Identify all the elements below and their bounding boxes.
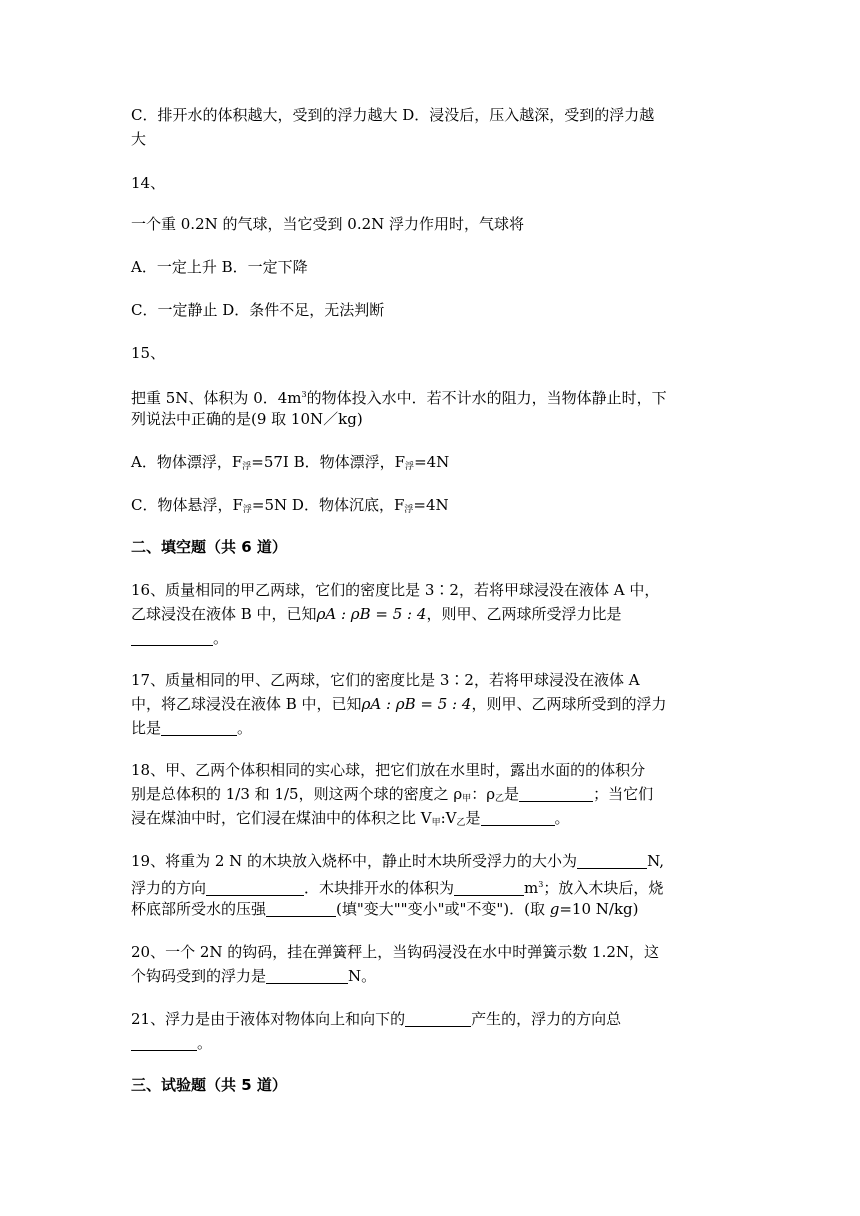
q17-line3: 比是 。 [131,719,253,737]
answer-blank[interactable] [519,785,593,802]
answer-blank[interactable] [266,900,336,917]
q17-line2: 中，将乙球浸没在液体 B 中，已知ρA : ρB = 5 : 4，则甲、乙两球所受到的浮力 [131,695,667,713]
answer-blank[interactable] [131,629,213,646]
q15-number: 15、 [131,344,166,362]
answer-blank[interactable] [454,879,524,896]
q21-line1: 21、浮力是由于液体对物体向上和向下的 产生的，浮力的方向总 [131,1010,622,1028]
answer-blank[interactable] [206,879,304,896]
q20-line2: 个钩码受到的浮力是 N。 [131,967,377,985]
q13-option-cd-continued: 大 [131,130,147,148]
q16-line2: 乙球浸没在液体 B 中，已知ρA : ρB = 5 : 4，则甲、乙两球所受浮力比是 [131,605,622,623]
q18-line1: 18、甲、乙两个体积相同的实心球，把它们放在水里时，露出水面的的体积分 [131,761,646,779]
answer-blank[interactable] [131,1034,197,1051]
q19-line1: 19、将重为 2 N 的木块放入烧杯中，静止时木块所受浮力的大小为 N, [131,852,664,870]
q14-number: 14、 [131,174,166,192]
answer-blank[interactable] [161,719,237,736]
q14-stem: 一个重 0.2N 的气球，当它受到 0.2N 浮力作用时，气球将 [131,215,525,233]
q15-stem-line2: 列说法中正确的是(9 取 10N／kg) [131,410,363,428]
q16-line3: 。 [131,627,730,649]
q15-stem-line1: 把重 5N、体积为 0．$4m^3$的物体投入水中．若不计水的阻力，当物体静止时，下 [131,389,667,407]
q14-options-cd: C．一定静止 D．条件不足，无法判断 [131,301,385,319]
answer-blank[interactable] [266,967,348,984]
q13-option-cd: C．排开水的体积越大，受到的浮力越大 D．浸没后，压入越深，受到的浮力越 [131,106,655,124]
answer-blank[interactable] [577,852,647,869]
density-ratio-formula: ρA : ρB = 5 : 4 [316,605,427,623]
q19-line2: 浮力的方向 ．木块排开水的体积为 $m^3$；放入木块后，烧 [131,879,664,897]
answer-blank[interactable] [405,1010,471,1027]
section-heading-experiment: 三、试验题（共 5 道） [131,1076,287,1094]
q15-options-cd: C．物体悬浮，$F_浮=5N$ D．物体沉底，$F_浮=4N$ [131,496,449,515]
q20-line1: 20、一个 2N 的钩码，挂在弹簧秤上，当钩码浸没在水中时弹簧示数 1.2N，这 [131,943,660,961]
q21-line2: 。 [131,1032,730,1054]
section-heading-fill-in: 二、填空题（共 6 道） [131,538,287,556]
answer-blank[interactable] [481,809,555,826]
q18-line2: 别是总体积的 1/3 和 1/5，则这两个球的密度之 $\rho_甲$：$\rho_乙$是 ；当它们 [131,785,654,804]
q16-line1: 16、质量相同的甲乙两球，它们的密度比是 3∶2，若将甲球浸没在液体 A 中， [131,581,660,599]
q19-line3: 杯底部所受水的压强 (填"变大""变小"或"不变")．(取 g=10 N/kg) [131,900,639,918]
q18-line3: 浸在煤油中时，它们浸在煤油中的体积之比 $V_甲:V_乙$是 。 [131,809,570,828]
q15-options-ab: A．物体漂浮，$F_浮=57I$ B．物体漂浮，$F_浮=4N$ [131,453,450,472]
q17-line1: 17、质量相同的甲、乙两球，它们的密度比是 3∶2，若将甲球浸没在液体 A [131,671,640,689]
q14-options-ab: A．一定上升 B．一定下降 [131,258,308,276]
density-ratio-formula: ρA : ρB = 5 : 4 [361,695,472,713]
